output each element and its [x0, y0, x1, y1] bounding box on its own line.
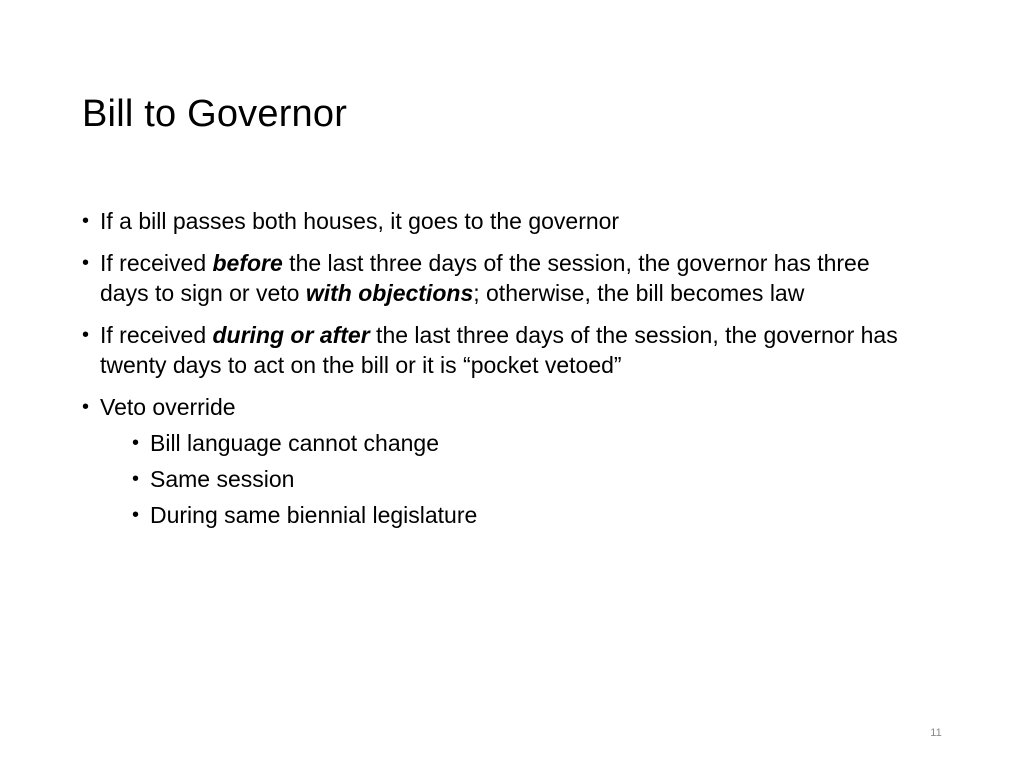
bullet-text-segment: If received	[100, 322, 213, 348]
sub-bullet-text: Bill language cannot change	[150, 430, 440, 456]
bullet-text: Veto override	[100, 394, 236, 420]
sub-bullet-item	[132, 464, 922, 494]
slide-number: 11	[930, 727, 942, 739]
bullet-text-segment: the last three days of the session, the governor has twenty days to act on the bill or it is “pocket vetoed”	[100, 322, 898, 378]
bullet-marker: •	[132, 468, 140, 490]
bullet-text-segment: ; otherwise, the bill becomes law	[473, 280, 805, 306]
bullet-text	[100, 248, 922, 308]
bullet-text-segment: If received	[100, 250, 213, 276]
bullet-marker: •	[82, 396, 90, 418]
bullet-marker: •	[82, 210, 90, 232]
sub-bullet-item	[132, 428, 922, 458]
bullet-item	[82, 206, 922, 236]
bullet-item	[82, 320, 922, 380]
bullet-text	[100, 320, 922, 380]
bullet-text-with-subitems	[100, 392, 922, 536]
bullet-item	[82, 248, 922, 308]
bullet-marker: •	[82, 324, 90, 346]
emphasized-text: during or after	[212, 322, 370, 348]
bullet-marker: •	[132, 432, 140, 454]
bullet-list	[82, 206, 922, 548]
bullet-marker: •	[82, 252, 90, 274]
emphasized-text: before	[212, 250, 283, 276]
bullet-marker: •	[132, 504, 140, 526]
bullet-text: If a bill passes both houses, it goes to the governor	[100, 208, 620, 234]
sub-bullet-text: During same biennial legislature	[150, 502, 478, 528]
bullet-item	[82, 392, 922, 536]
slide-title: Bill to Governor	[82, 93, 348, 135]
bullet-text-segment: the last three days of the session, the governor has three days to sign or veto	[100, 250, 870, 306]
sub-bullet-item	[132, 500, 922, 530]
sub-bullet-list	[100, 428, 922, 530]
emphasized-text: with objections	[305, 280, 474, 306]
sub-bullet-text: Same session	[150, 466, 295, 492]
